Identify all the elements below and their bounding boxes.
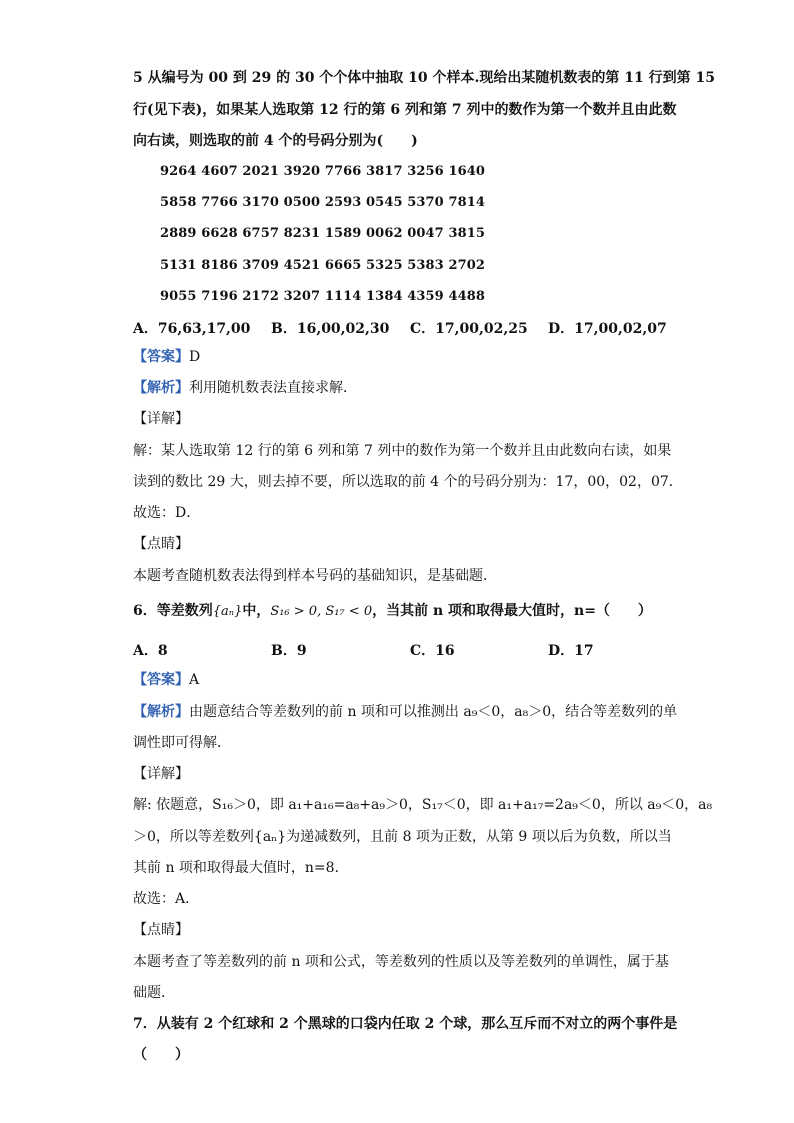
q6-detail-tag: 【详解】 [133,766,189,782]
q6-analysis [133,702,677,722]
q5-stem-line-3: 向右读，则选取的前 4 个的号码分别为( ) [133,133,418,149]
q6-analysis-line-2: 调性即可得解． [133,735,231,751]
random-table-row: 9055 7196 2172 3207 1114 1384 4359 4488 [160,289,486,304]
q5-stem-line-2: 行(见下表)，如果某人选取第 12 行的第 6 列和第 7 列中的数作为第一个数并且由此数 [133,102,677,118]
random-table-row: 9264 4607 2021 3920 7766 3817 3256 1640 [160,164,486,179]
q5-comment-tag: 【点睛】 [133,536,189,552]
q6-answer [133,670,199,690]
answer-value: D [189,349,201,365]
q5-detail-line-3: 故选：D． [133,505,201,521]
q5-option-b: B．16,00,02,30 [271,321,390,337]
q7-stem-line-2: （ ） [133,1047,189,1063]
q6-stem-a: 6．等差数列 [133,603,213,619]
q6-sequence: {aₙ} [212,604,243,619]
random-table-row: 5858 7766 3170 0500 2593 0545 5370 7814 [160,195,486,210]
analysis-tag: 【解析】 [133,380,189,396]
q5-detail-line-1: 解：某人选取第 12 行的第 6 列和第 7 列中的数作为第一个数并且由此数向右读，如果 [133,443,672,459]
q6-comment-line-1: 本题考查了等差数列的前 n 项和公式，等差数列的性质以及等差数列的单调性，属于基 [133,954,669,970]
answer-value: A [189,672,200,688]
q6-option-d: D．17 [548,643,594,659]
q6-comment-tag: 【点睛】 [133,922,189,938]
q6-comment-line-2: 础题． [133,985,175,1001]
random-table-row: 5131 8186 3709 4521 6665 5325 5383 2702 [160,258,486,273]
q6-stem [133,601,652,622]
q6-option-a: A．8 [133,643,168,659]
q6-detail-line-2: ＞0，所以等差数列{aₙ}为递减数列，且前 8 项为正数，从第 9 项以后为负数，所以当 [133,829,672,845]
q6-detail-line-1: 解: 依题意，S₁₆＞0，即 a₁+a₁₆=a₈+a₉＞0，S₁₇＜0，即 a₁+a₁₇=2a₉＜0，所以 a₉＜0，a₈ [133,797,713,813]
q6-stem-c: ，当其前 n 项和取得最大值时，n=（ ） [372,603,652,619]
q5-comment: 本题考查随机数表法得到样本号码的基础知识，是基础题． [133,568,497,584]
q6-stem-b: 中， [242,603,271,619]
q6-option-c: C．16 [410,643,455,659]
q5-answer [133,347,200,367]
q5-stem-line-1: 5 从编号为 00 到 29 的 30 个个体中抽取 10 个样本.现给出某随机数表的第 11 行到第 15 [133,70,715,86]
q6-condition: S₁₆ > 0, S₁₇ < 0 [270,604,373,619]
random-table-row: 2889 6628 6757 8231 1589 0062 0047 3815 [160,226,486,241]
q5-detail-tag: 【详解】 [133,411,189,427]
q6-detail-line-4: 故选：A． [133,891,200,907]
answer-tag: 【答案】 [133,672,189,688]
answer-tag: 【答案】 [133,349,189,365]
q6-detail-line-3: 其前 n 项和取得最大值时，n=8． [133,860,349,876]
q7-stem-line-1: 7．从装有 2 个红球和 2 个黑球的口袋内任取 2 个球，那么互斥而不对立的两个事件是 [133,1016,678,1032]
analysis-text: 利用随机数表法直接求解． [189,380,357,396]
q5-option-a: A．76,63,17,00 [133,321,251,337]
q5-option-c: C．17,00,02,25 [410,321,528,337]
analysis-text: 由题意结合等差数列的前 n 项和可以推测出 a₉＜0，a₈＞0，结合等差数列的单 [189,704,678,720]
q5-analysis [133,378,357,398]
q5-option-d: D．17,00,02,07 [548,321,667,337]
q5-detail-line-2: 读到的数比 29 大，则去掉不要，所以选取的前 4 个的号码分别为：17，00，02，07． [133,474,683,490]
q6-option-b: B．9 [271,643,307,659]
analysis-tag: 【解析】 [133,704,189,720]
